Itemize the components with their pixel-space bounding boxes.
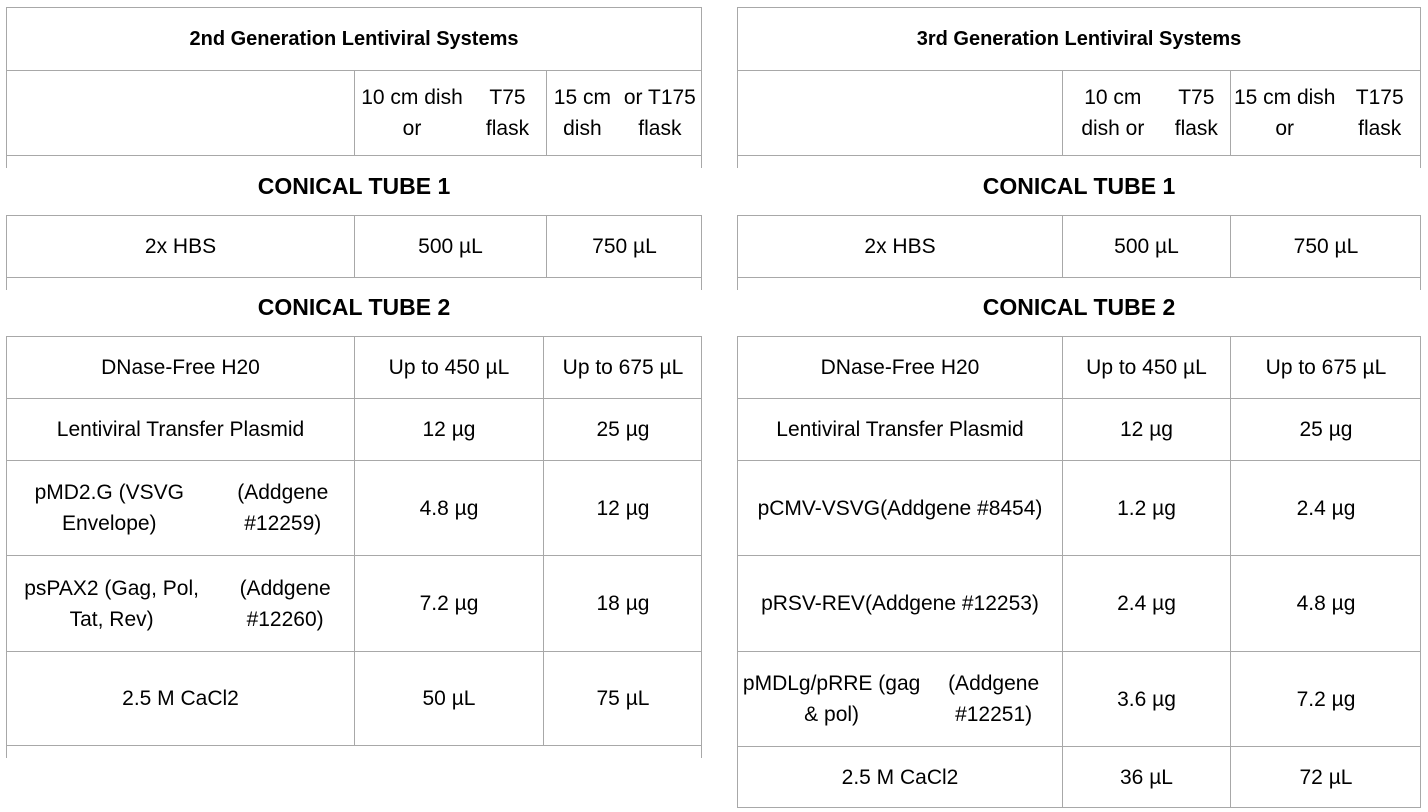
reagent-name: psPAX2 (Gag, Pol, Tat, Rev) (Addgene #12260) bbox=[24, 576, 331, 631]
amount-15cm: 25 µg bbox=[596, 418, 650, 441]
amount-15cm: 4.8 µg bbox=[1296, 592, 1356, 615]
conical-tube-2-heading: CONICAL TUBE 2 bbox=[257, 293, 451, 320]
amount-15cm: 18 µg bbox=[596, 592, 650, 615]
amount-10cm: 50 µL bbox=[422, 687, 476, 710]
amount-15cm: Up to 675 µL bbox=[1265, 356, 1387, 379]
amount-10cm: Up to 450 µL bbox=[1086, 356, 1207, 379]
amount-10cm: 12 µg bbox=[1120, 418, 1173, 441]
reagent-name: pMD2.G (VSVG Envelope) (Addgene #12259) bbox=[34, 481, 329, 535]
amount-10cm: 7.2 µg bbox=[419, 592, 479, 615]
amount-10cm: 3.6 µg bbox=[1117, 687, 1176, 711]
amount-15cm: 72 µL bbox=[1299, 765, 1353, 789]
column-header-empty bbox=[7, 70, 354, 155]
amount-10cm: 500 µL bbox=[418, 235, 483, 258]
header-table bbox=[6, 7, 702, 156]
reagent-name: 2.5 M CaCl2 bbox=[122, 687, 239, 710]
reagent-name: pCMV-VSVG (Addgene #8454) bbox=[757, 496, 1043, 520]
amount-15cm: 750 µL bbox=[592, 235, 657, 258]
amount-15cm: 75 µL bbox=[596, 687, 650, 710]
third-generation-panel bbox=[737, 0, 1421, 812]
reagent-name: DNase-Free H20 bbox=[101, 356, 260, 379]
column-header-empty bbox=[738, 70, 1062, 155]
reagent-name: 2.5 M CaCl2 bbox=[841, 765, 959, 789]
reagent-name: Lentiviral Transfer Plasmid bbox=[56, 418, 305, 441]
reagent-name: pMDLg/pRRE (gag & pol) (Addgene #12251) bbox=[742, 672, 1040, 726]
amount-10cm: 4.8 µg bbox=[419, 496, 479, 520]
column-header-15cm: 15 cm dish or T175 flask bbox=[553, 85, 696, 140]
tube2-table bbox=[737, 336, 1421, 808]
panel-title: 3rd Generation Lentiviral Systems bbox=[916, 27, 1242, 50]
conical-tube-2-heading: CONICAL TUBE 2 bbox=[982, 293, 1176, 320]
reagent-name: 2x HBS bbox=[864, 235, 936, 258]
column-header-15cm: 15 cm dish or T175 flask bbox=[1233, 85, 1404, 140]
reagent-name: Lentiviral Transfer Plasmid bbox=[776, 418, 1024, 441]
amount-15cm: 7.2 µg bbox=[1296, 687, 1356, 711]
column-header-10cm: 10 cm dish or T75 flask bbox=[361, 85, 530, 140]
amount-15cm: Up to 675 µL bbox=[562, 356, 684, 379]
amount-15cm: 25 µg bbox=[1299, 418, 1353, 441]
reagent-name: 2x HBS bbox=[144, 235, 217, 258]
reagent-name: DNase-Free H20 bbox=[820, 356, 980, 379]
amount-10cm: 1.2 µg bbox=[1117, 496, 1176, 520]
tube2-table bbox=[6, 336, 702, 746]
amount-15cm: 750 µL bbox=[1293, 235, 1359, 258]
amount-10cm: 36 µL bbox=[1120, 765, 1173, 789]
reagent-name: pRSV-REV (Addgene #12253) bbox=[761, 592, 1039, 615]
conical-tube-1-heading: CONICAL TUBE 1 bbox=[982, 172, 1176, 199]
panel-title: 2nd Generation Lentiviral Systems bbox=[189, 27, 519, 50]
amount-15cm: 2.4 µg bbox=[1296, 496, 1356, 520]
conical-tube-1-heading: CONICAL TUBE 1 bbox=[257, 172, 451, 199]
amount-10cm: 2.4 µg bbox=[1117, 592, 1176, 615]
amount-10cm: 500 µL bbox=[1114, 235, 1179, 258]
amount-10cm: Up to 450 µL bbox=[388, 356, 510, 379]
amount-15cm: 12 µg bbox=[596, 496, 650, 520]
tube1-table bbox=[6, 215, 702, 278]
amount-10cm: 12 µg bbox=[422, 418, 476, 441]
second-generation-panel bbox=[6, 0, 702, 812]
tube1-table bbox=[737, 215, 1421, 278]
header-table bbox=[737, 7, 1421, 156]
column-header-10cm: 10 cm dish or T75 flask bbox=[1081, 85, 1218, 140]
